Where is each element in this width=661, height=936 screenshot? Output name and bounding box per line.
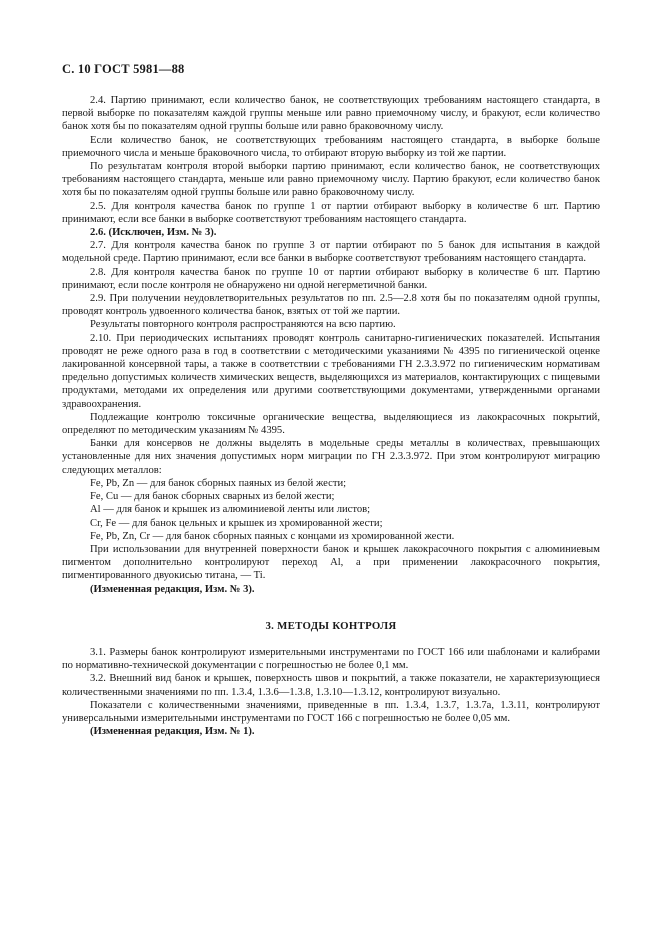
paragraph-3-1: 3.1. Размеры банок контролируют измерительными инструментами по ГОСТ 166 или шаблонами и калибрами по нормативно-технической документации с погрешностью не более 0,1 мм. [62, 646, 600, 672]
revision-note-1: (Измененная редакция, Изм. № 1). [90, 726, 255, 738]
paragraph-toxic-substances: Подлежащие контролю токсичные органические вещества, выделяющиеся из лакокрасочных покрытий, определяют по методическим указаниям № 4395. [62, 411, 600, 437]
metal-list-item: Fe, Cu — для банок сборных сварных из белой жести; [90, 491, 335, 503]
metal-list-item: Cr, Fe — для банок цельных и крышек из хромированной жести; [90, 517, 383, 529]
paragraph-2-4: 2.4. Партию принимают, если количество банок, не соответствующих требованиям настоящего стандарта, в первой выборке по показателям каждой группы меньше или равно приемочному числу, и бракуют, если количество банок хотя бы по показателям одной группы больше или равно браковочному числу. [62, 95, 600, 133]
paragraph-2-8: 2.8. Для контроля качества банок по группе 10 от партии отбирают выборку в количестве 6 шт. Партию принимают, если после контроля не обнаружено ни одной негерметичной банки. [62, 266, 600, 291]
paragraph-aluminium-pigment: При использовании для внутренней поверхности банок и крышек лакокрасочного покрытия с алюминиевым пигментом дополнительно контролируют переход Al, а при применении лакокрасочного покрытия, пигментированного двуокисью титана, — Ti. [62, 543, 600, 582]
paragraph-2-7: 2.7. Для контроля качества банок по группе 3 от партии отбирают по 5 банок для испытания в каждой модельной среде. Партию принимают, если все банки в выборке соответствуют требованиям настоящего стандарта. [62, 240, 600, 265]
paragraph-second-sample: Если количество банок, не соответствующих требованиям настоящего стандарта, в выборке больше приемочного числа и меньше браковочного числа, то отбирают вторую выборку из той же партии. [62, 134, 600, 159]
paragraph-quantitative: Показатели с количественными значениями, приведенные в пп. 1.3.4, 1.3.7, 1.3.7а, 1.3.11, контролируют универсальными измерительными инструментами по ГОСТ 166 с погрешностью не более 0,05 мм. [62, 699, 600, 724]
paragraph-2-5: 2.5. Для контроля качества банок по группе 1 от партии отбирают выборку в количестве 6 шт. Партию принимают, если все банки в выборке соответствуют требованиям настоящего стандарта. [62, 200, 600, 225]
paragraph-2-9: 2.9. При получении неудовлетворительных результатов по пп. 2.5—2.8 хотя бы по показателям одной группы, проводят контроль удвоенного количества банок, взятых от той же партии. [62, 293, 600, 318]
metal-list-item: Al — для банок и крышек из алюминиевой ленты или листов; [90, 504, 371, 516]
paragraph-metals-migration: Банки для консервов не должны выделять в модельные среды металлы в количествах, превышающих установленные для них значения допустимых норм миграции по ГН 2.3.3.972. При этом контролируют миграцию следующих металлов: [62, 438, 600, 476]
section-title-methods: 3. МЕТОДЫ КОНТРОЛЯ [265, 619, 397, 632]
metal-list-item: Fe, Pb, Zn — для банок сборных паяных из белой жести; [90, 477, 347, 489]
paragraph-3-2: 3.2. Внешний вид банок и крышек, поверхность швов и покрытий, а также показатели, не характеризующиеся количественными значениями по пп. 1.3.4, 1.3.6—1.3.8, 1.3.10—1.3.12, контролируют визуально. [62, 673, 600, 698]
metal-list-item: Fe, Pb, Zn, Cr — для банок сборных паяных с концами из хромированной жести. [90, 530, 455, 542]
document-body [62, 94, 600, 738]
paragraph-2-10: 2.10. При периодических испытаниях проводят контроль санитарно-гигиенических показателей. Испытания проводят не реже одного раза в год в соответствии с методическими указаниями № 4395 по гигиенической оценке лакированной консервной тары, а также в соответствии с требованиями ГН 2.3.3.972 по гигиеническим нормативам предельно допустимых количеств химических веществ, выделяющихся из материалов, контактирующих с пищевыми продуктами, методами их определения или другими соответствующими документами, утвержденными органами здравоохранения. [62, 332, 600, 410]
paragraph-second-sample-result: По результатам контроля второй выборки партию принимают, если количество банок, не соответствующих требованиям настоящего стандарта, меньше или равно приемочному числу. Партию бракуют, если количество банок хотя бы по показателям одной группы больше или равно браковочному числу. [62, 161, 600, 199]
paragraph-2-6: 2.6. (Исключен, Изм. № 3). [90, 227, 217, 239]
paragraph-repeat-control: Результаты повторного контроля распространяются на всю партию. [90, 319, 396, 331]
page-header: С. 10 ГОСТ 5981—88 [62, 62, 185, 76]
revision-note-3: (Измененная редакция, Изм. № 3). [90, 583, 255, 595]
